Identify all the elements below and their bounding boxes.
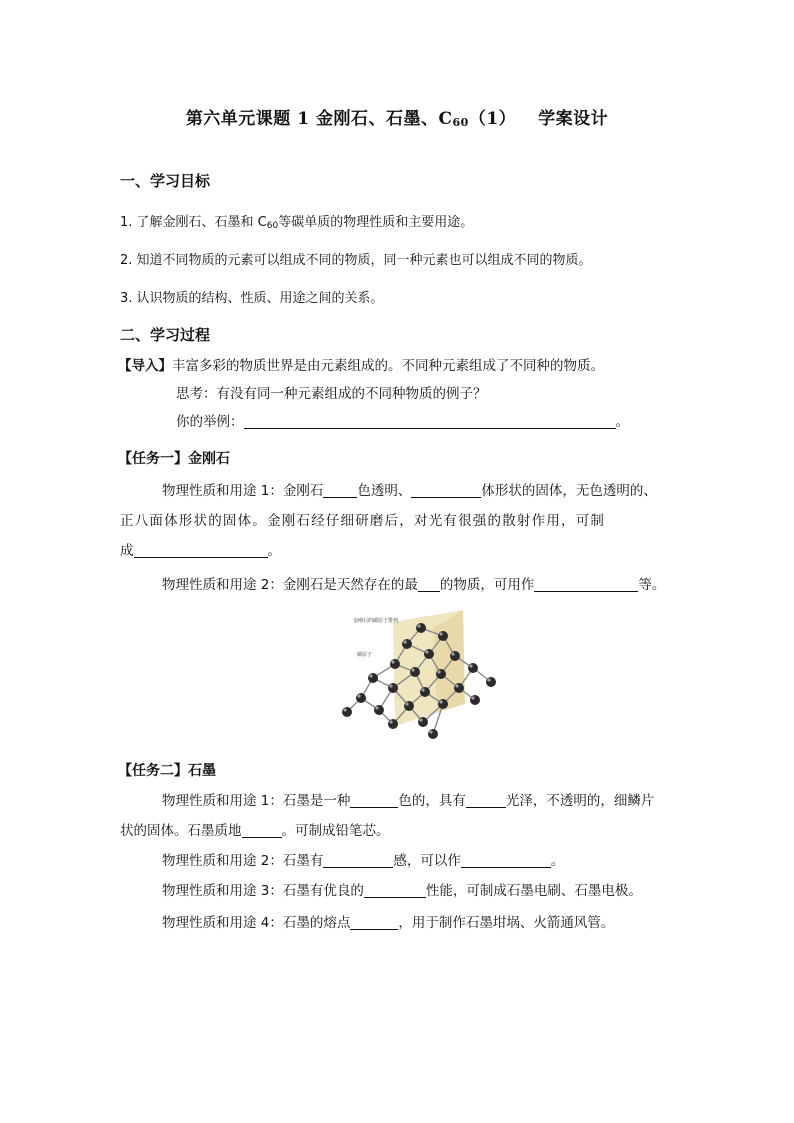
task1-p1-d: 正八面体形状的固体。金刚石经仔细研磨后，对光有很强的散射作用，可制 <box>120 513 606 529</box>
task2-heading <box>118 760 216 780</box>
task2-p1-line2 <box>120 816 676 846</box>
blank-graphite-melting-point[interactable] <box>350 915 398 930</box>
task1-p1-f: 。 <box>267 543 281 559</box>
example-label: 你的举例： <box>176 414 244 430</box>
task1-p1-c: 体形状的固体，无色透明的、 <box>481 483 657 499</box>
blank-graphite-texture[interactable] <box>242 823 282 838</box>
title-main: 第六单元课题 1 金刚石、石墨、C <box>185 109 453 129</box>
blank-diamond-hardness[interactable] <box>418 577 440 592</box>
objective-1-sub: 60 <box>266 221 279 231</box>
task2-p3-b: 性能，可制成石墨电刷、石墨电极。 <box>425 883 642 899</box>
task1-heading <box>118 448 230 468</box>
task2-paragraph-1 <box>120 786 676 846</box>
task1-paragraph-2 <box>120 570 676 600</box>
think-line: 思考：有没有同一种元素组成的不同种物质的例子？ <box>176 386 487 402</box>
task1-p2-c: 等。 <box>638 577 666 593</box>
task1-p1-line1 <box>120 476 676 506</box>
task2-paragraph-2 <box>120 846 676 876</box>
blank-diamond-use[interactable] <box>134 543 268 558</box>
task1-p2-b: 的物质，可用作 <box>439 577 535 593</box>
task1-p1-line3 <box>120 536 676 566</box>
task2-p2-a: 物理性质和用途 2：石墨有 <box>162 853 324 869</box>
task2-paragraph-4 <box>120 908 676 938</box>
task2-p1-d: 状的固体。石墨质地 <box>120 823 242 839</box>
task1-p1-e: 成 <box>120 543 134 559</box>
intro-text: 丰富多彩的物质世界是由元素组成的。不同种元素组成了不同种的物质。 <box>172 358 604 374</box>
objective-1 <box>120 211 473 231</box>
task2-p1-e: 。可制成铅笔芯。 <box>281 823 390 839</box>
blank-graphite-feel[interactable] <box>323 853 393 868</box>
intro-label: 【导入】 <box>118 358 172 374</box>
example-line <box>176 410 629 430</box>
objective-3: 3. 认识物质的结构、性质、用途之间的关系。 <box>120 291 384 306</box>
objective-1-text-a: 1. 了解金刚石、石墨和 C <box>120 215 267 230</box>
task2-p2-c: 。 <box>550 853 565 869</box>
figure-caption: 金刚石的碳原子排列 <box>353 618 399 624</box>
figure-atom-label: 碳原子 <box>357 652 373 658</box>
task1-name: 金刚石 <box>188 451 230 467</box>
page-title <box>0 104 794 129</box>
blank-graphite-lubricant[interactable] <box>461 853 551 868</box>
blank-graphite-conductivity[interactable] <box>364 883 426 898</box>
blank-diamond-application[interactable] <box>534 577 638 592</box>
task2-name: 石墨 <box>188 763 216 779</box>
blank-diamond-color[interactable] <box>323 483 357 498</box>
intro-line <box>118 354 604 374</box>
task2-p1-a: 物理性质和用途 1：石墨是一种 <box>162 793 351 809</box>
task1-paragraph-1 <box>120 476 676 566</box>
task2-paragraph-3 <box>120 876 676 906</box>
task2-p4-a: 物理性质和用途 4：石墨的熔点 <box>162 915 351 931</box>
task2-p1-line1 <box>120 786 676 816</box>
title-subscript: 60 <box>452 116 469 129</box>
title-tail: 学案设计 <box>538 109 609 129</box>
task2-label: 【任务二】 <box>118 763 188 779</box>
blank-diamond-shape[interactable] <box>411 483 481 498</box>
task2-p4-b: ，用于制作石墨坩埚、火箭通风管。 <box>398 915 615 931</box>
lattice-plane-shade <box>433 610 465 712</box>
objective-2: 2. 知道不同物质的元素可以组成不同的物质，同一种元素也可以组成不同的物质。 <box>120 253 592 268</box>
section-heading-process: 二、学习过程 <box>120 326 211 344</box>
example-blank[interactable] <box>244 414 616 429</box>
task1-p2-a: 物理性质和用途 2：金刚石是天然存在的最 <box>162 577 418 593</box>
blank-graphite-luster[interactable] <box>466 793 506 808</box>
example-end: 。 <box>615 414 629 430</box>
diamond-structure-figure <box>333 608 503 744</box>
task1-label: 【任务一】 <box>118 451 188 467</box>
title-number: （1） <box>468 109 517 129</box>
task2-p1-c: 光泽，不透明的，细鳞片 <box>505 793 655 809</box>
task2-p1-b: 色的，具有 <box>398 793 466 809</box>
section-heading-objectives: 一、学习目标 <box>120 172 211 190</box>
task1-p1-a: 物理性质和用途 1：金刚石 <box>162 483 324 499</box>
task1-p1-b: 色透明、 <box>357 483 412 499</box>
blank-graphite-color[interactable] <box>350 793 398 808</box>
task2-p2-b: 感，可以作 <box>393 853 461 869</box>
objective-1-text-b: 等碳单质的物理性质和主要用途。 <box>278 215 474 230</box>
task2-p3-a: 物理性质和用途 3：石墨有优良的 <box>162 883 364 899</box>
